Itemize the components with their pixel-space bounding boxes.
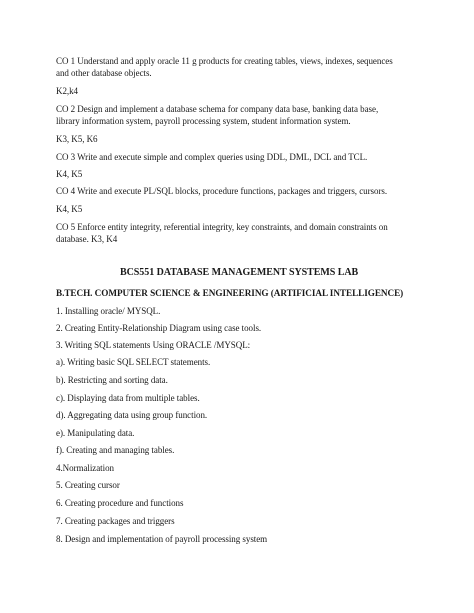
lab-item: 1. Installing oracle/ MYSQL. bbox=[56, 306, 161, 316]
lab-item: 8. Design and implementation of payroll processing system bbox=[56, 534, 268, 544]
lab-item: 2. Creating Entity-Relationship Diagram using case tools. bbox=[56, 323, 262, 333]
lab-item: a). Writing basic SQL SELECT statements. bbox=[56, 357, 211, 367]
co5-line-2: database. K3, K4 bbox=[56, 234, 118, 244]
co2-line-1: CO 2 Design and implement a database schema for company data base, banking data base, bbox=[56, 104, 379, 114]
program-heading: B.TECH. COMPUTER SCIENCE & ENGINEERING (ARTIFICIAL INTELLIGENCE) bbox=[56, 288, 404, 298]
co2-line-2: library information system, payroll processing system, student information system. bbox=[56, 116, 351, 126]
lab-item: 5. Creating cursor bbox=[56, 480, 120, 490]
co5-line-1: CO 5 Enforce entity integrity, referential integrity, key constraints, and domain constraints on bbox=[56, 222, 388, 232]
lab-title: BCS551 DATABASE MANAGEMENT SYSTEMS LAB bbox=[120, 267, 359, 278]
lab-item: 7. Creating packages and triggers bbox=[56, 516, 175, 526]
co1-knowledge-level: K2,k4 bbox=[56, 86, 78, 96]
lab-item: 4.Normalization bbox=[56, 463, 114, 473]
lab-item: b). Restricting and sorting data. bbox=[56, 375, 168, 385]
lab-item: e). Manipulating data. bbox=[56, 428, 135, 438]
co3-line-1: CO 3 Write and execute simple and complex queries using DDL, DML, DCL and TCL. bbox=[56, 152, 368, 162]
co4-line-1: CO 4 Write and execute PL/SQL blocks, procedure functions, packages and triggers, cursors. bbox=[56, 186, 388, 196]
lab-item: d). Aggregating data using group function. bbox=[56, 410, 208, 420]
lab-item: c). Displaying data from multiple tables. bbox=[56, 393, 200, 403]
lab-item: 3. Writing SQL statements Using ORACLE /MYSQL: bbox=[56, 340, 251, 350]
co2-knowledge-level: K3, K5, K6 bbox=[56, 134, 98, 144]
co1-line-2: and other database objects. bbox=[56, 68, 152, 78]
lab-item: 6. Creating procedure and functions bbox=[56, 498, 184, 508]
co3-knowledge-level: K4, K5 bbox=[56, 169, 83, 179]
co1-line-1: CO 1 Understand and apply oracle 11 g products for creating tables, views, indexes, sequences bbox=[56, 56, 393, 66]
co4-knowledge-level: K4, K5 bbox=[56, 204, 83, 214]
lab-item: f). Creating and managing tables. bbox=[56, 445, 175, 455]
